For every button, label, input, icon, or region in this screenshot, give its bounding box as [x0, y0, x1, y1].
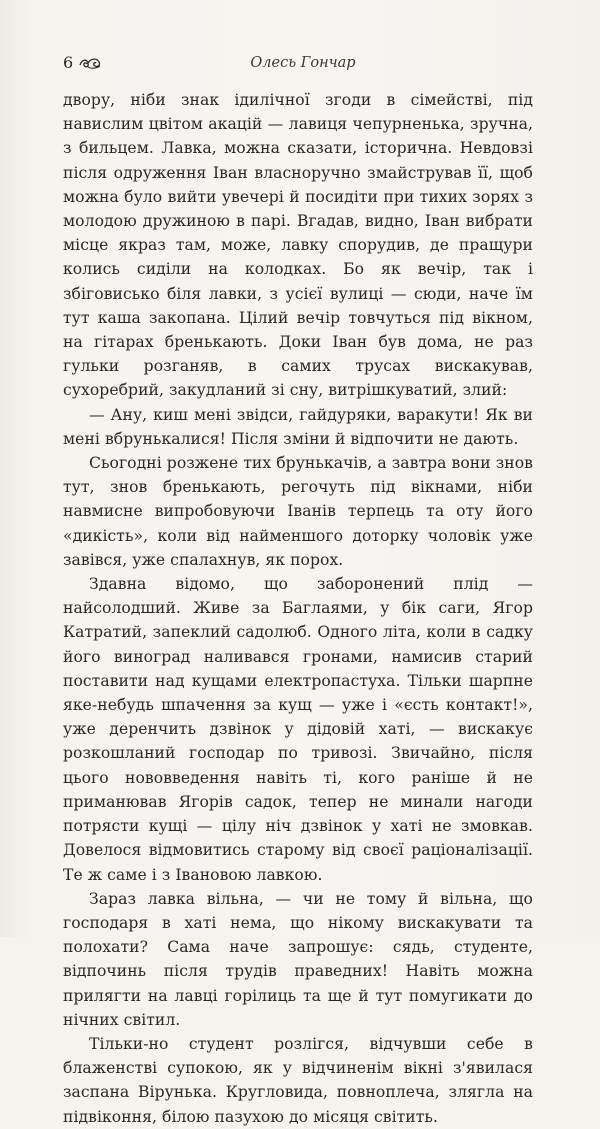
paragraph: — Ану, киш мені звідси, гайдуряки, варакути! Як ви мені вбрунькалися! Після зміни й відпочити не дають. — [63, 405, 533, 448]
page-header — [63, 52, 543, 76]
body-text — [63, 88, 533, 1129]
paragraph: Зараз лавка вільна, — чи не тому й вільна, що господаря в хаті нема, що нікому вискакувати та полохати? Сама наче запрошує: сядь, студенте, відпочинь після трудів праведних! Навіть можна прилягти на лавці горілиць та ще й тут помугикати до нічних світил. — [63, 889, 533, 1029]
paragraph: Тільки-но студент розлігся, відчувши себе в блаженстві супокою, як у відчиненім вікні з'явилася заспана Вірунька. Кругловида, повноплеча, злягла на підвіконня, білою пазухою до місяця світить. — [63, 1034, 533, 1126]
running-head-author: Олесь Гончар — [250, 55, 356, 71]
paragraph: Здавна відомо, що заборонений плід — найсолодший. Живе за Баглаями, у бік саги, Ягор Катратий, запеклий садолюб. Одного літа, коли в садку його виноград наливався гронами, намисив старий поставити над кущами електропастуха. Тільки шарпне яке-небудь шпачення за кущ — уже і «єсть контакт!», уже деренчить дзвінок у дідовій хаті, — вискакує розкошланий господар по тривозі. Звичайно, після цього нововведення навіть ті, кого раніше й не приманював Ягорів садок, тепер не минали нагоди потрясти кущі — цілу ніч дзвінок у хаті не змовкав. Довелося відмовитись старому від своєї раціоналізації. Те ж саме і з Івановою лавкою. — [63, 575, 533, 884]
paragraph: двору, ніби знак ідилічної згоди в сімействі, під навислим цвітом акацій — лавиця чепурненька, зручна, з бильцем. Лавка, можна сказати, історична. Невдовзі після одруження Іван власноручно змайстрував її, щоб можна було вийти увечері й посидіти при тихих зорях з молодою дружиною в парі. Вгадав, видно, Іван вибрати місце якраз там, може, лавку спорудив, де пращури колись сиділи на колодках. Бо як вечір, так і збіговисько біля лавки, з усієї вулиці — сюди, наче їм тут каша закопана. Цілий вечір товчуться під вікном, на гітарах бренькають. Доки Іван був дома, не раз гульки розганяв, в самих трусах вискакував, сухоребрий, закудланий зі сну, витрішкуватий, злий: — [63, 91, 533, 400]
paragraph: Сьогодні розжене тих брунькачів, а завтра вони знов тут, знов бренькають, регочуть під вікнами, ніби навмисне випробовуючи Іванів терпець та оту його «дикість», коли від найменшого доторку чоловік уже завівся, уже спалахнув, як порох. — [63, 454, 533, 569]
page-number: 6 — [63, 53, 74, 72]
